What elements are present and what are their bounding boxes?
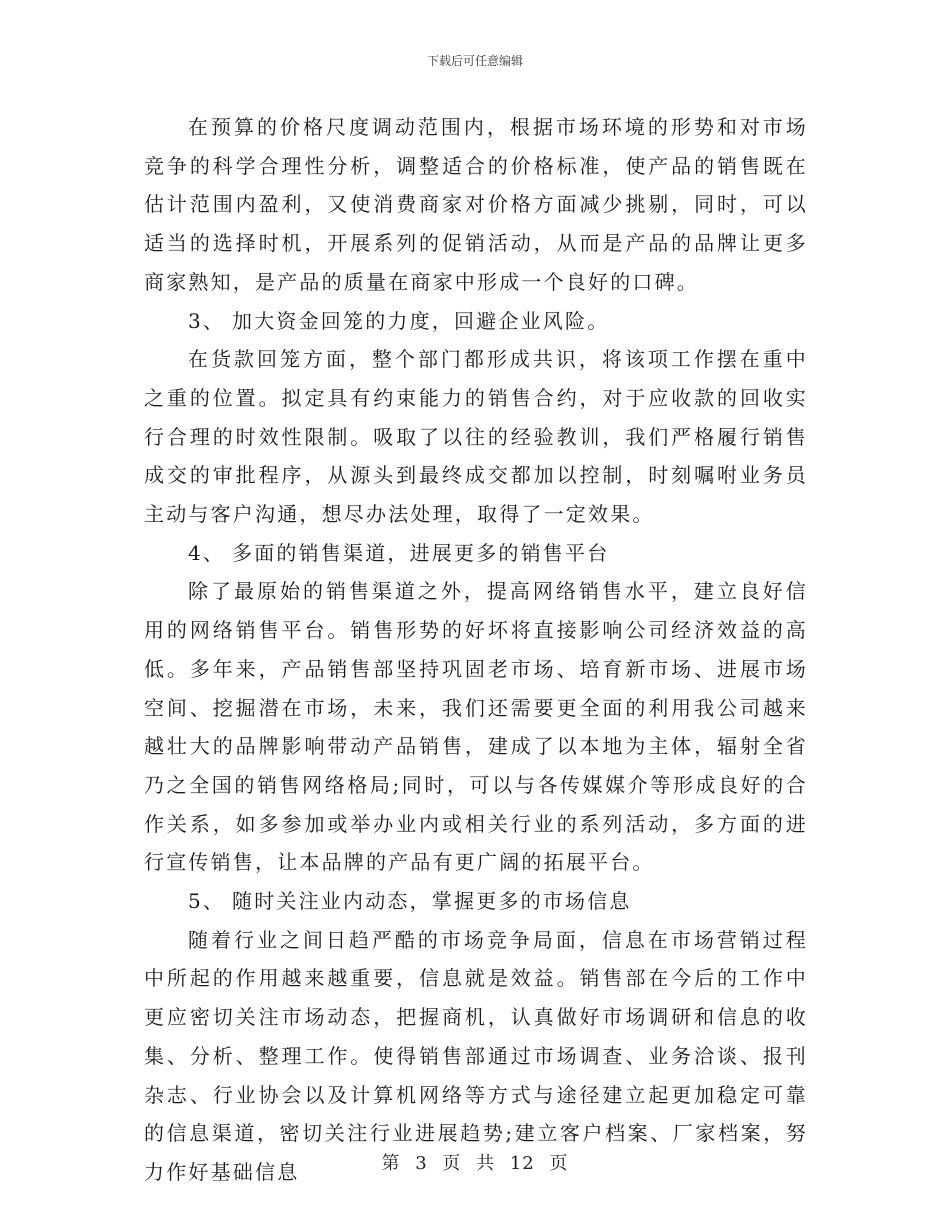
section-number: 3、 <box>188 308 226 333</box>
section-heading-5 <box>144 882 808 921</box>
paragraph-market-information: 随着行业之间日趋严酷的市场竞争局面，信息在市场营销过程中所起的作用越来越重要，信息就是效益。销售部在今后的工作中更应密切关注市场动态，把握商机，认真做好市场调研和信息的收集、分析、整理工作。使得销售部通过市场调查、业务洽谈、报刊杂志、行业协会以及计算机网络等方式与途径建立起更加稳定可靠的信息渠道，密切关注行业进展趋势;建立客户档案、厂家档案，努力作好基础信息 <box>144 927 808 1184</box>
section-heading-3 <box>144 302 808 341</box>
document-body <box>144 108 808 1192</box>
page-header: 下载后可任意编辑 <box>426 54 523 68</box>
section-heading-4 <box>144 534 808 573</box>
section-title: 多面的销售渠道，进展更多的销售平台 <box>232 540 610 565</box>
page-number: 第 3 页 共 12 页 <box>381 1153 569 1174</box>
paragraph-sales-channels: 除了最原始的销售渠道之外，提高网络销售水平，建立良好信用的网络销售平台。销售形势的好坏将直接影响公司经济效益的高低。多年来，产品销售部坚持巩固老市场、培育新市场、进展市场空间、挖掘潜在市场，未来，我们还需要更全面的利用我公司越来越壮大的品牌影响带动产品销售，建成了以本地为主体，辐射全省乃之全国的销售网络格局;同时，可以与各传媒媒介等形成良好的合作关系，如多参加或举办业内或相关行业的系列活动，多方面的进行宣传销售，让本品牌的产品有更广阔的拓展平台。 <box>144 579 808 875</box>
section-title: 随时关注业内动态，掌握更多的市场信息 <box>232 889 632 914</box>
section-number: 5、 <box>188 889 226 914</box>
paragraph-payment-collection: 在货款回笼方面，整个部门都形成共识，将该项工作摆在重中之重的位置。拟定具有约束能力的销售合约，对于应收款的回收实行合理的时效性限制。吸取了以往的经验教训，我们严格履行销售成交的审批程序，从源头到最终成交都加以控制，时刻嘱咐业务员主动与客户沟通，想尽办法处理，取得了一定效果。 <box>144 347 808 527</box>
paragraph-pricing: 在预算的价格尺度调动范围内，根据市场环境的形势和对市场竞争的科学合理性分析，调整适合的价格标准，使产品的销售既在估计范围内盈利，又使消费商家对价格方面减少挑剔，同时，可以适当的选择时机，开展系列的促销活动，从而是产品的品牌让更多商家熟知，是产品的质量在商家中形成一个良好的口碑。 <box>144 115 808 294</box>
section-title: 加大资金回笼的力度，回避企业风险。 <box>232 308 610 333</box>
section-number: 4、 <box>188 540 226 565</box>
